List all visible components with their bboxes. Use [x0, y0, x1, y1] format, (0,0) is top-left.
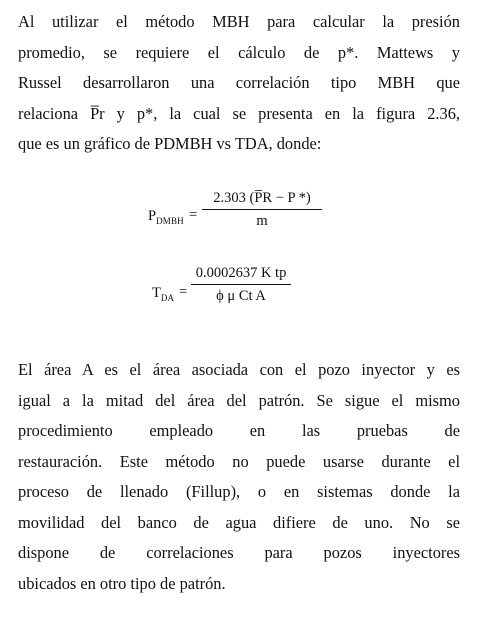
equation-lhs: $P_{DMBH}$ [148, 208, 184, 226]
equation-tda [152, 265, 292, 325]
text-line: que es un gráfico de PDMBH vs TDA, donde: [18, 134, 322, 153]
text-line: Al utilizar el método MBH para calcular la presión [18, 12, 460, 31]
fraction [191, 265, 291, 305]
text-line: restauración. Este método no puede usarse durante el [18, 451, 460, 471]
text-line: igual a la mitad del área del patrón. Se sigue el mismo [18, 390, 460, 410]
paragraph-body [18, 355, 460, 599]
paragraph-intro [18, 7, 460, 160]
text-line: movilidad del banco de agua difiere de uno. No se [18, 512, 460, 532]
text-line: proceso de llenado (Fillup), o en sistemas donde la [18, 482, 460, 501]
fraction-denominator: m [256, 213, 268, 229]
text-line: dispone de correlaciones para pozos inyectores [18, 543, 460, 562]
fraction-numerator: 2.303 (P̅R − P *) [213, 190, 311, 206]
text-line: Russel desarrollaron una correlación tipo MBH que [18, 73, 460, 92]
text-line: relaciona P̅r y p*, la cual se presenta en la figura 2.36, [18, 103, 460, 123]
fraction-numerator: 0.0002637 K tp [195, 265, 287, 281]
equation-lhs-subscript: DA [160, 293, 175, 303]
text-line: El área A es el área asociada con el pozo inyector y es [18, 360, 460, 379]
equation-pdmbh [148, 190, 318, 250]
text-line: procedimiento empleado en las pruebas de [18, 421, 460, 440]
fraction [202, 190, 322, 230]
equation-lhs: $T_{DA}$ [152, 285, 175, 303]
equals-sign: = [179, 284, 188, 300]
equation-lhs-subscript: DMBH [156, 216, 184, 226]
equals-sign: = [189, 207, 198, 223]
fraction-denominator: ϕ μ Ct A [216, 288, 266, 304]
text-line: promedio, se requiere el cálculo de p*. Mattews y [18, 42, 460, 62]
text-line: ubicados en otro tipo de patrón. [18, 573, 226, 593]
